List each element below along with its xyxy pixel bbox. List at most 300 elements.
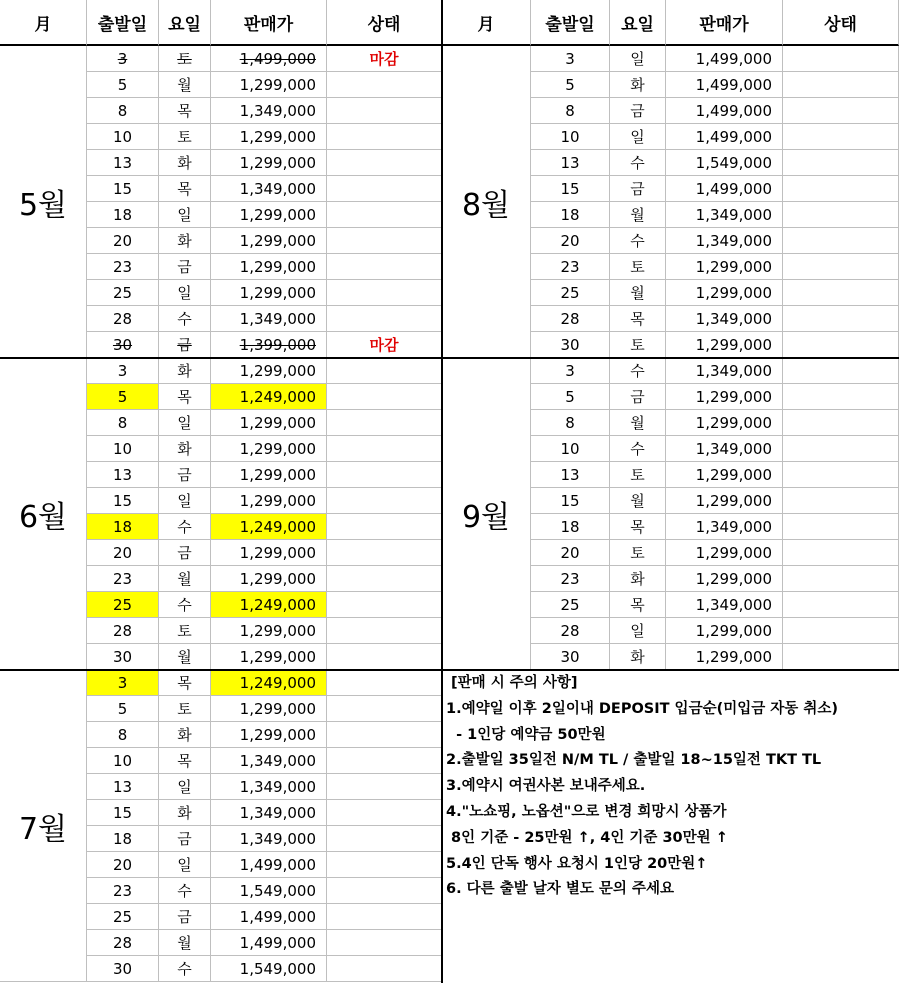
departure-day-cell [531, 254, 610, 280]
departure-day-cell [531, 618, 610, 644]
departure-day-cell [87, 98, 159, 124]
departure-day-cell [87, 696, 159, 722]
weekday-cell [159, 488, 211, 514]
weekday: 화 [177, 154, 192, 172]
departure-day: 30 [112, 647, 133, 666]
price-cell [211, 618, 327, 644]
price-cell [666, 566, 783, 592]
status-cell [327, 930, 442, 956]
price-cell [666, 358, 783, 384]
price-cell [666, 540, 783, 566]
weekday-cell [159, 280, 211, 306]
price-cell [211, 930, 327, 956]
departure-day: 18 [560, 517, 580, 536]
header-weekday: 요일 [159, 0, 211, 46]
status-cell [327, 280, 442, 306]
weekday-cell [610, 46, 666, 72]
weekday-cell [159, 124, 211, 150]
departure-day-cell [531, 98, 610, 124]
price-cell [211, 670, 327, 696]
price: 1,299,000 [695, 543, 772, 562]
price-cell [211, 46, 327, 72]
price: 1,299,000 [695, 335, 772, 354]
departure-day-cell [531, 540, 610, 566]
status-cell [783, 46, 899, 72]
notes-line: 4."노쇼핑, 노옵션"으로 변경 희망시 상품가 [446, 803, 727, 820]
price-cell [666, 254, 783, 280]
weekday-cell [159, 566, 211, 592]
weekday: 월 [630, 206, 645, 224]
weekday-cell [610, 306, 666, 332]
weekday: 금 [177, 336, 192, 354]
departure-day: 28 [112, 309, 133, 328]
status-cell [327, 228, 442, 254]
price-cell [666, 228, 783, 254]
departure-day-cell [87, 748, 159, 774]
departure-day: 10 [560, 439, 580, 458]
header-status: 상태 [783, 0, 899, 46]
departure-day: 10 [112, 751, 133, 770]
header-price: 판매가 [211, 0, 327, 46]
weekday-cell [610, 592, 666, 618]
notes-title: [판매 시 주의 사항] [446, 675, 578, 691]
price: 1,549,000 [239, 959, 316, 978]
weekday: 토 [630, 258, 645, 276]
weekday-cell [610, 176, 666, 202]
departure-day-cell [87, 462, 159, 488]
weekday: 화 [177, 804, 192, 822]
status-cell [327, 306, 442, 332]
price: 1,299,000 [239, 413, 316, 432]
departure-day: 13 [112, 465, 133, 484]
weekday-cell [610, 540, 666, 566]
weekday-cell [610, 488, 666, 514]
status-cell [327, 410, 442, 436]
price: 1,549,000 [695, 153, 772, 172]
departure-day-cell [87, 280, 159, 306]
weekday: 토 [630, 466, 645, 484]
price: 1,299,000 [239, 647, 316, 666]
status-cell [783, 540, 899, 566]
departure-day: 20 [112, 231, 133, 250]
weekday-cell [159, 306, 211, 332]
departure-day: 3 [117, 673, 128, 692]
block-divider [441, 0, 443, 983]
weekday: 화 [177, 726, 192, 744]
departure-day-cell [87, 722, 159, 748]
sales-notes [444, 671, 896, 983]
departure-day-cell [87, 826, 159, 852]
month-label: 6월 [0, 358, 87, 670]
price-cell [211, 540, 327, 566]
departure-day-cell [531, 462, 610, 488]
notes-line: 2.출발일 35일전 N/M TL / 출발일 18~15일전 TKT TL [446, 752, 822, 769]
price: 1,549,000 [239, 881, 316, 900]
weekday-cell [610, 228, 666, 254]
weekday: 일 [630, 622, 645, 640]
price: 1,499,000 [239, 907, 316, 926]
weekday: 수 [630, 154, 645, 172]
weekday-cell [610, 332, 666, 358]
notes-line: 5.4인 단독 행사 요청시 1인당 20만원↑ [446, 855, 708, 872]
price: 1,299,000 [695, 569, 772, 588]
price-cell [666, 592, 783, 618]
weekday-cell [610, 566, 666, 592]
weekday-cell [159, 930, 211, 956]
status-cell [783, 384, 899, 410]
status-cell [327, 46, 442, 72]
weekday-cell [159, 176, 211, 202]
price: 1,249,000 [239, 387, 316, 406]
price: 1,499,000 [695, 101, 772, 120]
status-cell [327, 254, 442, 280]
price: 1,349,000 [695, 205, 772, 224]
status-cell [327, 774, 442, 800]
departure-day: 3 [565, 49, 575, 68]
price: 1,299,000 [239, 127, 316, 146]
weekday: 수 [177, 596, 192, 614]
weekday-cell [610, 98, 666, 124]
weekday: 일 [177, 414, 192, 432]
weekday: 목 [177, 180, 192, 198]
price-cell [211, 722, 327, 748]
weekday-cell [159, 254, 211, 280]
price: 1,349,000 [239, 179, 316, 198]
price-cell [666, 644, 783, 670]
price-cell [666, 280, 783, 306]
status-cell [783, 124, 899, 150]
weekday-cell [159, 696, 211, 722]
departure-day: 3 [117, 49, 128, 68]
header-month: 月 [0, 0, 87, 46]
departure-day: 8 [117, 101, 128, 120]
departure-day-cell [87, 670, 159, 696]
price-cell [666, 384, 783, 410]
price-cell [211, 254, 327, 280]
departure-day-cell [87, 176, 159, 202]
price: 1,299,000 [239, 361, 316, 380]
departure-day: 5 [117, 699, 128, 718]
departure-day: 20 [112, 855, 133, 874]
departure-day-cell [531, 306, 610, 332]
departure-day-cell [87, 488, 159, 514]
price: 1,299,000 [239, 75, 316, 94]
departure-day: 5 [565, 75, 575, 94]
departure-day-cell [87, 540, 159, 566]
departure-day-cell [87, 332, 159, 358]
price-cell [211, 488, 327, 514]
weekday-cell [610, 72, 666, 98]
price-cell [211, 514, 327, 540]
departure-day: 25 [112, 595, 133, 614]
price-cell [666, 98, 783, 124]
departure-day-cell [87, 956, 159, 982]
departure-day: 3 [117, 361, 128, 380]
weekday-cell [159, 358, 211, 384]
departure-day-cell [531, 228, 610, 254]
price-cell [666, 436, 783, 462]
status-cell [327, 618, 442, 644]
departure-day: 28 [112, 621, 133, 640]
price: 1,499,000 [239, 933, 316, 952]
status-cell [327, 592, 442, 618]
departure-day: 18 [560, 205, 580, 224]
departure-day: 20 [112, 543, 133, 562]
price: 1,399,000 [239, 335, 316, 354]
status-cell [783, 98, 899, 124]
weekday: 월 [177, 648, 192, 666]
price-cell [211, 748, 327, 774]
departure-day-cell [531, 202, 610, 228]
price-cell [666, 514, 783, 540]
weekday-cell [610, 358, 666, 384]
departure-day: 15 [112, 179, 133, 198]
status-badge: 마감 [369, 336, 399, 354]
departure-day-cell [87, 384, 159, 410]
status-cell [327, 124, 442, 150]
price-cell [211, 956, 327, 982]
weekday: 수 [177, 518, 192, 536]
departure-day-cell [531, 46, 610, 72]
weekday-cell [610, 202, 666, 228]
status-cell [783, 618, 899, 644]
departure-day: 23 [112, 257, 133, 276]
departure-day-cell [87, 514, 159, 540]
price-cell [666, 488, 783, 514]
departure-day: 23 [560, 569, 580, 588]
departure-day: 8 [565, 101, 575, 120]
weekday-cell [159, 904, 211, 930]
departure-day: 18 [112, 517, 133, 536]
status-cell [327, 800, 442, 826]
departure-day: 5 [117, 387, 128, 406]
status-cell [327, 514, 442, 540]
weekday: 수 [177, 882, 192, 900]
price: 1,299,000 [695, 283, 772, 302]
status-cell [327, 748, 442, 774]
weekday-cell [159, 384, 211, 410]
price-cell [211, 566, 327, 592]
weekday-cell [610, 618, 666, 644]
price: 1,249,000 [239, 517, 316, 536]
departure-day: 30 [560, 647, 580, 666]
month-label: 9월 [442, 358, 531, 670]
status-cell [783, 280, 899, 306]
departure-day-cell [531, 488, 610, 514]
departure-day: 13 [112, 153, 133, 172]
price-cell [211, 332, 327, 358]
weekday: 금 [630, 180, 645, 198]
departure-day-cell [531, 592, 610, 618]
weekday: 일 [177, 284, 192, 302]
departure-day-cell [87, 800, 159, 826]
departure-day-cell [87, 618, 159, 644]
weekday-cell [610, 150, 666, 176]
status-cell [783, 202, 899, 228]
departure-day: 8 [117, 413, 128, 432]
status-cell [783, 176, 899, 202]
weekday: 목 [630, 518, 645, 536]
weekday: 목 [177, 752, 192, 770]
departure-day: 25 [112, 283, 133, 302]
departure-day: 23 [560, 257, 580, 276]
price: 1,349,000 [239, 777, 316, 796]
departure-day-cell [87, 878, 159, 904]
notes-line: - 1인당 예약금 50만원 [446, 726, 606, 743]
departure-day: 8 [117, 725, 128, 744]
weekday-cell [159, 410, 211, 436]
weekday: 일 [177, 206, 192, 224]
weekday-cell [610, 280, 666, 306]
price-cell [666, 176, 783, 202]
departure-day: 20 [560, 231, 580, 250]
price-cell [211, 774, 327, 800]
departure-day: 30 [112, 959, 133, 978]
weekday: 목 [630, 310, 645, 328]
departure-day: 18 [112, 205, 133, 224]
price: 1,349,000 [695, 517, 772, 536]
weekday-cell [159, 670, 211, 696]
notes-line: 1.예약일 이후 2일이내 DEPOSIT 입금순(미입금 자동 취소) [446, 700, 838, 717]
departure-day-cell [87, 410, 159, 436]
status-cell [327, 956, 442, 982]
price: 1,299,000 [239, 205, 316, 224]
weekday: 화 [177, 362, 192, 380]
price-cell [666, 72, 783, 98]
block-divider [0, 669, 899, 671]
weekday-cell [159, 98, 211, 124]
weekday: 일 [177, 492, 192, 510]
weekday-cell [159, 462, 211, 488]
price-cell [211, 852, 327, 878]
weekday-cell [159, 956, 211, 982]
weekday: 금 [630, 102, 645, 120]
header-price: 판매가 [666, 0, 783, 46]
weekday: 목 [177, 674, 192, 692]
departure-day: 5 [117, 75, 128, 94]
status-cell [783, 436, 899, 462]
weekday: 화 [630, 570, 645, 588]
price: 1,299,000 [695, 647, 772, 666]
weekday: 토 [630, 544, 645, 562]
weekday-cell [159, 878, 211, 904]
departure-day: 30 [560, 335, 580, 354]
weekday: 토 [177, 50, 192, 68]
price: 1,349,000 [695, 595, 772, 614]
departure-day-cell [87, 254, 159, 280]
weekday-cell [159, 540, 211, 566]
status-cell [327, 566, 442, 592]
price: 1,299,000 [239, 725, 316, 744]
departure-day-cell [87, 904, 159, 930]
departure-day-cell [87, 930, 159, 956]
notes-line: 3.예약시 여권사본 보내주세요. [446, 778, 646, 795]
weekday-cell [159, 46, 211, 72]
weekday: 수 [630, 440, 645, 458]
departure-day-cell [531, 410, 610, 436]
price: 1,499,000 [695, 49, 772, 68]
departure-day-cell [531, 72, 610, 98]
departure-day: 23 [112, 881, 133, 900]
departure-day-cell [87, 306, 159, 332]
price: 1,349,000 [695, 439, 772, 458]
weekday: 금 [177, 466, 192, 484]
weekday-cell [610, 436, 666, 462]
status-cell [327, 98, 442, 124]
status-cell [783, 228, 899, 254]
price: 1,249,000 [239, 595, 316, 614]
price-cell [211, 462, 327, 488]
price-cell [211, 904, 327, 930]
price: 1,299,000 [239, 465, 316, 484]
price-cell [211, 358, 327, 384]
status-badge: 마감 [369, 50, 399, 68]
header-weekday: 요일 [610, 0, 666, 46]
weekday-cell [610, 462, 666, 488]
header-departure: 출발일 [87, 0, 159, 46]
departure-day: 25 [560, 283, 580, 302]
weekday: 수 [630, 362, 645, 380]
price: 1,299,000 [695, 257, 772, 276]
weekday-cell [610, 410, 666, 436]
departure-day: 10 [112, 439, 133, 458]
departure-day-cell [531, 514, 610, 540]
price-cell [211, 826, 327, 852]
notes-line: 6. 다른 출발 날자 별도 문의 주세요 [446, 881, 674, 898]
status-cell [783, 488, 899, 514]
status-cell [327, 202, 442, 228]
weekday: 금 [177, 258, 192, 276]
status-cell [783, 644, 899, 670]
price: 1,299,000 [695, 491, 772, 510]
departure-day-cell [87, 202, 159, 228]
departure-day: 28 [112, 933, 133, 952]
weekday: 화 [177, 232, 192, 250]
weekday: 금 [177, 908, 192, 926]
price-cell [211, 878, 327, 904]
departure-day-cell [531, 124, 610, 150]
departure-day: 5 [565, 387, 575, 406]
status-cell [327, 488, 442, 514]
weekday: 금 [630, 388, 645, 406]
price: 1,299,000 [239, 569, 316, 588]
price: 1,349,000 [239, 751, 316, 770]
departure-day-cell [87, 852, 159, 878]
weekday: 일 [630, 128, 645, 146]
notes-line: 8인 기준 - 25만원 ↑, 4인 기준 30만원 ↑ [446, 829, 728, 846]
weekday-cell [159, 150, 211, 176]
price: 1,349,000 [239, 101, 316, 120]
departure-day: 8 [565, 413, 575, 432]
status-cell [783, 254, 899, 280]
status-cell [327, 150, 442, 176]
departure-day-cell [87, 228, 159, 254]
price-cell [211, 150, 327, 176]
price: 1,299,000 [239, 231, 316, 250]
departure-day-cell [531, 280, 610, 306]
departure-day: 20 [560, 543, 580, 562]
departure-day-cell [87, 72, 159, 98]
price-cell [666, 410, 783, 436]
departure-day: 28 [560, 309, 580, 328]
weekday: 월 [177, 76, 192, 94]
departure-day: 10 [560, 127, 580, 146]
departure-day: 25 [112, 907, 133, 926]
price: 1,499,000 [695, 127, 772, 146]
status-cell [783, 150, 899, 176]
price: 1,299,000 [695, 413, 772, 432]
header-departure: 출발일 [531, 0, 610, 46]
